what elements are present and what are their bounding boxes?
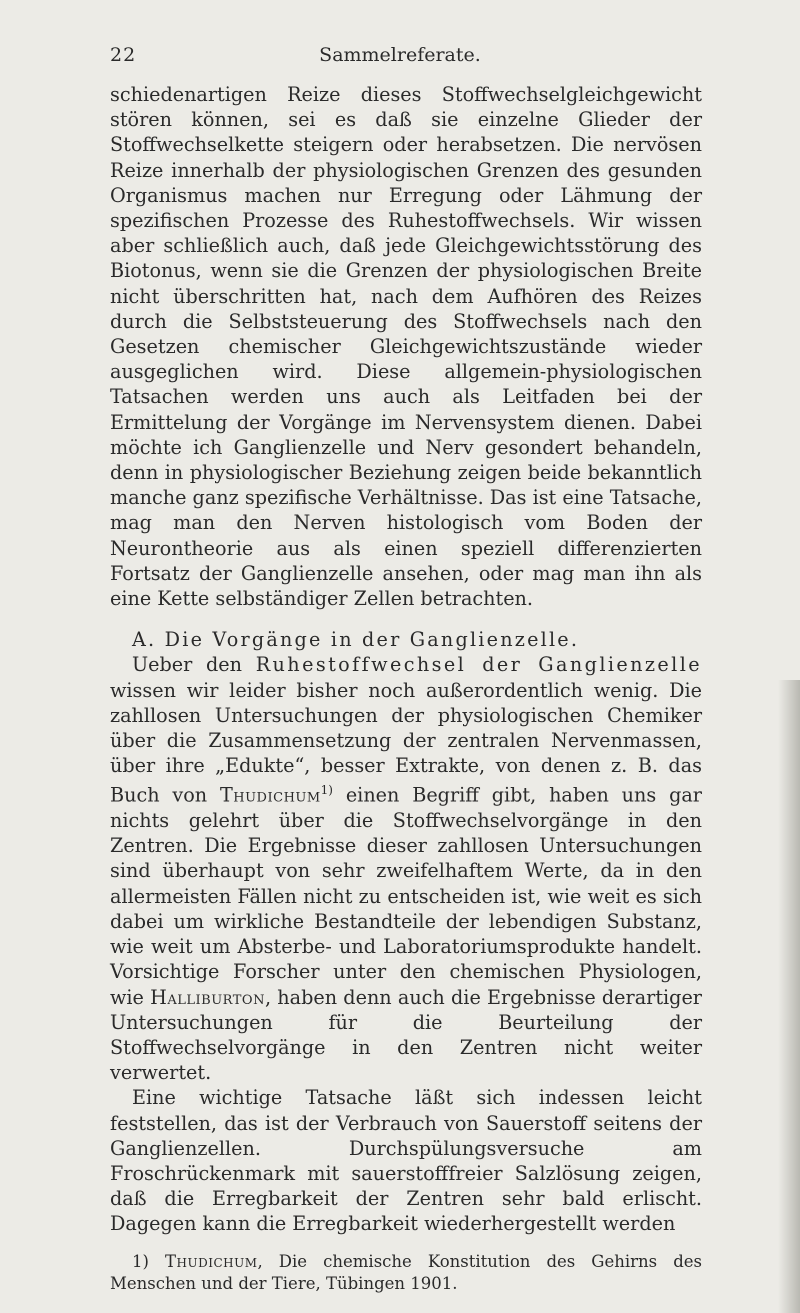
body-text bbox=[110, 82, 702, 1295]
author-name-2: Halliburton bbox=[150, 985, 265, 1009]
footnote-text: , Die chemische Konstitution des Gehirns des Menschen und der Tiere, Tübingen 1901. bbox=[110, 1251, 702, 1293]
page-number: 22 bbox=[110, 44, 137, 66]
footnote bbox=[110, 1251, 702, 1295]
footnote-reference: 1) bbox=[320, 783, 333, 798]
running-title: Sammelreferate. bbox=[319, 44, 481, 66]
paragraph-2-text-b: einen Begriff gibt, haben uns gar nichts gelehrt über die Stoffwechselvorgänge in den Zentren. Die Ergebnisse dieser zahllosen Untersuchungen sind überhaupt von sehr zweifelhaftem Werte, da in den allermeisten Fällen nicht zu entscheiden ist, wie weit es sich dabei um wirkliche Bestandteile der lebendigen Substanz, wie weit um Absterbe- und Laboratoriumsprodukte handelt. Vorsichtige Forscher unter den chemischen Physiologen, wie bbox=[110, 783, 702, 1009]
emphasized-term: Ruhestoffwechsel der Ganglienzelle bbox=[255, 653, 702, 677]
paragraph-2-text-c: , haben denn auch die Ergebnisse derartiger Untersuchungen für die Beurteilung der Stoffwechselvorgänge in den Zentren nicht weiter verwertet. bbox=[110, 985, 702, 1085]
paragraph-2-lead: Ueber den bbox=[132, 653, 243, 677]
paragraph-3: Eine wichtige Tatsache läßt sich indessen leicht feststellen, das ist der Verbrauch von Sauerstoff seitens der Ganglienzellen. Durchspülungsversuche am Froschrückenmark mit sauerstofffreier Salzlösung zeigen, daß die Erregbarkeit der Zentren sehr bald erlischt. Dagegen kann die Erregbarkeit wiederhergestellt werden bbox=[110, 1086, 702, 1236]
author-name: Thudichum bbox=[219, 783, 321, 807]
paragraph-2-text-a: wissen wir leider bisher noch außerordentlich wenig. Die zahllosen Untersuchungen der physiologischen Chemiker über die Zusammensetzung der zentralen Nervenmassen, über ihre „Edukte“, besser Extrakte, von denen z. B. das Buch von bbox=[110, 678, 702, 807]
page-edge-shadow bbox=[778, 680, 800, 1313]
paragraph-2 bbox=[110, 652, 702, 1085]
paragraph-1: schiedenartigen Reize dieses Stoffwechselgleichgewicht stören können, sei es daß sie einzelne Glieder der Stoffwechselkette steigern oder herabsetzen. Die nervösen Reize innerhalb der physiologischen Grenzen des gesunden Organismus machen nur Erregung oder Lähmung der spezifischen Prozesse des Ruhestoffwechsels. Wir wissen aber schließlich auch, daß jede Gleichgewichtsstörung des Biotonus, wenn sie die Grenzen der physiologischen Breite nicht überschritten hat, nach dem Aufhören des Reizes durch die Selbststeuerung des Stoffwechsels nach den Gesetzen chemischer Gleichgewichtszustände wieder ausgeglichen wird. Diese allgemein-physiologischen Tatsachen werden uns auch als Leitfaden bei der Ermittelung der Vorgänge im Nervensystem dienen. Dabei möchte ich Ganglienzelle und Nerv gesondert behandeln, denn in physiologischer Beziehung zeigen beide bekanntlich manche ganz spezifische Verhältnisse. Das ist eine Tatsache, mag man den Nerven histologisch vom Boden der Neurontheorie aus als einen speziell differenzierten Fortsatz der Ganglienzelle ansehen, oder mag man ihn als eine Kette selbständiger Zellen betrachten. bbox=[110, 83, 702, 611]
footnote-author: Thudichum bbox=[165, 1251, 258, 1271]
section-heading: A. Die Vorgänge in der Ganglienzelle. bbox=[132, 628, 580, 652]
footnote-marker: 1) bbox=[132, 1251, 149, 1271]
